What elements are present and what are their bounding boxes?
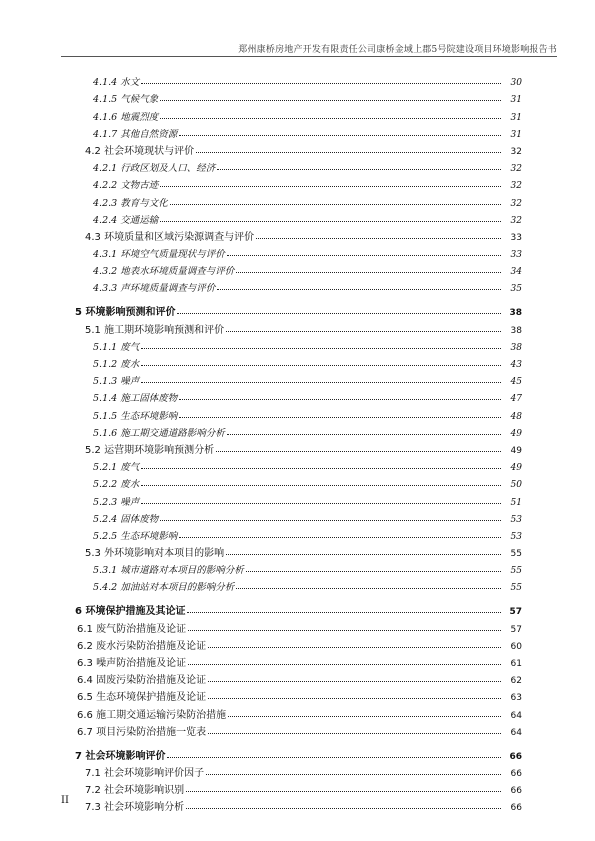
toc-entry-label: 6.3 噪声防治措施及论证 <box>77 654 187 669</box>
dot-leader <box>196 152 501 153</box>
toc-entry[interactable] <box>0 209 522 226</box>
toc-entry-page: 66 <box>510 803 522 814</box>
toc-entry[interactable] <box>0 387 522 404</box>
dot-leader <box>188 630 501 631</box>
toc-entry-page: 57 <box>509 607 522 618</box>
toc-entry-label: 5.1.3 噪声 <box>93 373 140 387</box>
toc-entry-label: 5.1.4 施工固体废物 <box>93 390 178 404</box>
toc-entry-label: 6.5 生态环境保护措施及论证 <box>77 688 207 703</box>
toc-entry-page: 62 <box>510 676 522 687</box>
toc-entry-page: 32 <box>510 215 522 226</box>
toc-entry[interactable] <box>0 191 522 208</box>
dot-leader <box>187 612 501 613</box>
dot-leader <box>236 272 501 273</box>
toc-entry-label: 5.1.6 施工期交通道路影响分析 <box>93 425 226 439</box>
toc-entry-label: 4.2.2 文物古迹 <box>93 177 159 191</box>
toc-entry[interactable] <box>0 762 522 779</box>
toc-entry-page: 33 <box>510 250 522 261</box>
dot-leader <box>141 485 501 486</box>
toc-entry[interactable] <box>0 669 522 686</box>
toc-entry[interactable] <box>0 598 522 617</box>
toc-entry[interactable] <box>0 123 522 140</box>
dot-leader <box>208 681 501 682</box>
toc-entry-page: 63 <box>510 693 522 704</box>
toc-entry-page: 64 <box>510 727 522 738</box>
toc-entry-label: 7 社会环境影响评价 <box>75 747 166 762</box>
dot-leader <box>160 100 501 101</box>
dot-leader <box>141 382 501 383</box>
dot-leader <box>179 135 501 136</box>
toc-entry-page: 53 <box>510 531 522 542</box>
toc-entry-label: 4.3 环境质量和区域污染源调查与评价 <box>85 228 255 243</box>
toc-entry-page: 31 <box>510 112 522 123</box>
toc-entry-label: 5 环境影响预测和评价 <box>75 303 176 318</box>
toc-entry-page: 38 <box>509 308 522 319</box>
toc-entry-label: 4.2.3 教育与文化 <box>93 195 169 209</box>
toc-entry[interactable] <box>0 508 522 525</box>
toc-entry[interactable] <box>0 779 522 796</box>
dot-leader <box>141 348 501 349</box>
toc-entry-page: 31 <box>510 129 522 140</box>
toc-entry[interactable] <box>0 88 522 105</box>
toc-entry-label: 5.3.1 城市道路对本项目的影响分析 <box>93 562 245 576</box>
toc-entry-label: 4.2.1 行政区划及人口、经济 <box>93 160 216 174</box>
toc-entry-label: 5.1 施工期环境影响预测和评价 <box>85 321 225 336</box>
dot-leader <box>167 757 501 758</box>
toc-entry[interactable] <box>0 336 522 353</box>
toc-entry-label: 7.1 社会环境影响评价因子 <box>85 764 205 779</box>
dot-leader <box>160 221 501 222</box>
toc-entry-page: 33 <box>510 232 522 243</box>
toc-entry-page: 34 <box>510 267 522 278</box>
toc-entry[interactable] <box>0 686 522 703</box>
toc-entry[interactable] <box>0 243 522 260</box>
toc-entry-page: 30 <box>510 78 522 89</box>
toc-entry-label: 4.2 社会环境现状与评价 <box>85 142 195 157</box>
toc-entry-label: 5.2.4 固体废物 <box>93 511 159 525</box>
toc-entry-label: 5.1.1 废气 <box>93 339 140 353</box>
toc-entry[interactable] <box>0 525 522 542</box>
toc-entry-page: 66 <box>510 786 522 797</box>
toc-entry-label: 6 环境保护措施及其论证 <box>75 602 186 617</box>
toc-entry-page: 49 <box>510 445 522 456</box>
toc-entry-page: 53 <box>510 514 522 525</box>
toc-entry[interactable] <box>0 422 522 439</box>
dot-leader <box>141 503 501 504</box>
toc-entry-page: 38 <box>510 325 522 336</box>
toc-entry[interactable] <box>0 473 522 490</box>
toc-entry-page: 55 <box>510 583 522 594</box>
toc-entry-page: 48 <box>510 411 522 422</box>
toc-entry-page: 61 <box>510 659 522 669</box>
dot-leader <box>227 434 501 435</box>
toc-entry-label: 5.2 运营期环境影响预测分析 <box>85 441 215 456</box>
toc-entry-label: 4.1.5 气候气象 <box>93 91 159 105</box>
dot-leader <box>179 417 501 418</box>
dot-leader <box>246 571 501 572</box>
toc-entry-label: 4.3.1 环境空气质量现状与评价 <box>93 246 226 260</box>
toc-entry[interactable] <box>0 617 522 634</box>
toc-entry-page: 49 <box>510 463 522 474</box>
toc-entry-page: 45 <box>510 377 522 388</box>
toc-entry[interactable] <box>0 490 522 507</box>
dot-leader <box>160 118 501 119</box>
toc-entry-label: 4.2.4 交通运输 <box>93 212 159 226</box>
dot-leader <box>179 537 501 538</box>
toc-entry[interactable] <box>0 703 522 720</box>
dot-leader <box>179 399 501 400</box>
toc-entry[interactable] <box>0 743 522 762</box>
toc-entry-page: 51 <box>510 497 522 508</box>
toc-entry[interactable] <box>0 456 522 473</box>
dot-leader <box>160 520 501 521</box>
toc-entry-page: 64 <box>510 710 522 721</box>
dot-leader <box>217 289 501 290</box>
toc-entry-label: 5.2.2 废水 <box>93 476 140 490</box>
toc-entry[interactable] <box>0 226 522 243</box>
toc-entry-label: 4.3.2 地表水环境质量调查与评价 <box>93 263 235 277</box>
dot-leader <box>208 647 501 648</box>
toc-entry[interactable] <box>0 576 522 593</box>
toc-entry-label: 6.2 废水污染防治措施及论证 <box>77 637 207 652</box>
toc-entry-page: 55 <box>510 549 522 560</box>
dot-leader <box>236 588 501 589</box>
running-header: 郑州康桥房地产开发有限责任公司康桥金域上郡5号院建设项目环境影响报告书 <box>238 45 557 55</box>
toc-entry-page: 66 <box>510 768 522 779</box>
toc-entry-page: 43 <box>510 360 522 370</box>
toc-entry-page: 47 <box>510 394 522 405</box>
page-number: II <box>61 795 69 806</box>
dot-leader <box>226 331 501 332</box>
dot-leader <box>186 808 501 809</box>
toc-entry-label: 6.4 固废污染防治措施及论证 <box>77 671 207 686</box>
toc-entry-page: 49 <box>510 428 522 439</box>
toc-entry[interactable] <box>0 559 522 576</box>
toc-entry-page: 57 <box>510 624 522 635</box>
toc-entry[interactable] <box>0 721 522 738</box>
dot-leader <box>141 83 501 84</box>
toc-entry-page: 31 <box>510 95 522 106</box>
toc-entry-label: 4.3.3 声环境质量调查与评价 <box>93 280 216 294</box>
toc-entry-label: 5.2.5 生态环境影响 <box>93 528 178 542</box>
dot-leader <box>141 365 501 366</box>
toc-entry[interactable] <box>0 174 522 191</box>
dot-leader <box>160 186 501 187</box>
dot-leader <box>177 313 501 314</box>
toc-entry-label: 5.1.5 生态环境影响 <box>93 408 178 422</box>
dot-leader <box>208 698 501 699</box>
dot-leader <box>186 791 501 792</box>
toc-entry-label: 5.2.1 废气 <box>93 459 140 473</box>
table-of-contents <box>0 71 595 813</box>
toc-entry[interactable] <box>0 105 522 122</box>
dot-leader <box>170 204 501 205</box>
toc-entry[interactable] <box>0 260 522 277</box>
toc-entry-page: 32 <box>510 181 522 192</box>
toc-entry[interactable] <box>0 299 522 318</box>
toc-entry[interactable] <box>0 542 522 559</box>
dot-leader <box>206 774 501 775</box>
toc-entry[interactable] <box>0 439 522 456</box>
dot-leader <box>256 238 501 239</box>
toc-entry-page: 32 <box>510 146 522 157</box>
toc-entry-label: 4.1.7 其他自然资源 <box>93 126 178 140</box>
toc-entry[interactable] <box>0 277 522 294</box>
dot-leader <box>188 664 501 665</box>
dot-leader <box>226 554 501 555</box>
dot-leader <box>217 169 501 170</box>
toc-entry[interactable] <box>0 71 522 88</box>
toc-entry-label: 5.1.2 废水 <box>93 356 140 370</box>
toc-entry-label: 7.2 社会环境影响识别 <box>85 781 185 796</box>
toc-entry-page: 35 <box>510 284 522 295</box>
dot-leader <box>228 716 501 717</box>
toc-entry-label: 5.3 外环境影响对本项目的影响 <box>85 544 225 559</box>
toc-entry[interactable] <box>0 370 522 387</box>
toc-entry-page: 32 <box>510 164 522 175</box>
toc-entry-page: 50 <box>510 480 522 491</box>
toc-entry[interactable] <box>0 140 522 157</box>
toc-entry-label: 4.1.6 地震烈度 <box>93 109 159 123</box>
toc-entry-label: 5.2.3 噪声 <box>93 494 140 508</box>
header-rule <box>61 56 557 57</box>
dot-leader <box>227 255 501 256</box>
dot-leader <box>216 451 501 452</box>
toc-entry[interactable] <box>0 157 522 174</box>
toc-entry[interactable] <box>0 652 522 669</box>
toc-entry-page: 38 <box>510 342 522 353</box>
toc-entry-label: 6.6 施工期交通运输污染防治措施 <box>77 706 227 721</box>
toc-entry-page: 55 <box>510 566 522 577</box>
toc-entry[interactable] <box>0 318 522 335</box>
toc-entry-label: 6.7 项目污染防治措施一览表 <box>77 723 207 738</box>
toc-entry[interactable] <box>0 404 522 421</box>
toc-entry-page: 32 <box>510 198 522 209</box>
toc-entry-label: 7.3 社会环境影响分析 <box>85 798 185 813</box>
dot-leader <box>208 733 501 734</box>
toc-entry[interactable] <box>0 635 522 652</box>
toc-entry[interactable] <box>0 796 522 813</box>
toc-entry-label: 4.1.4 水文 <box>93 74 140 88</box>
toc-entry-page: 66 <box>509 751 522 762</box>
dot-leader <box>141 468 501 469</box>
toc-entry-label: 6.1 废气防治措施及论证 <box>77 620 187 635</box>
toc-entry-page: 60 <box>510 641 522 652</box>
toc-entry-label: 5.4.2 加油站对本项目的影响分析 <box>93 579 235 593</box>
toc-entry[interactable] <box>0 353 522 370</box>
